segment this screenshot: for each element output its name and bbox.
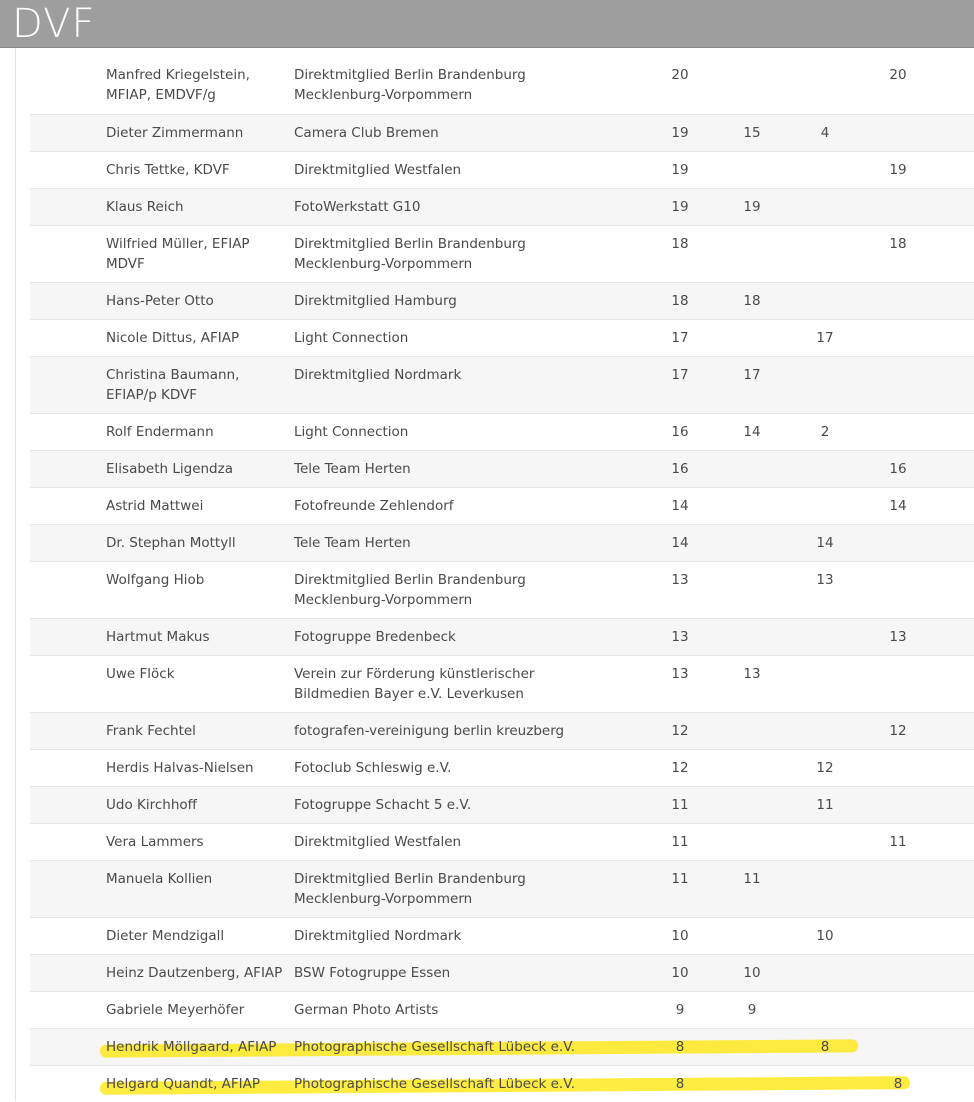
points-col-c: 12: [889, 723, 907, 739]
points-col-a: 18: [743, 293, 761, 309]
club-name: Direktmitglied Westfalen: [294, 162, 462, 178]
total-points: 11: [671, 871, 689, 887]
table-row: [30, 1028, 974, 1065]
table-row: [30, 487, 974, 524]
total-points: 20: [671, 67, 689, 83]
club-name: Tele Team Herten: [294, 535, 411, 551]
points-col-b: 11: [816, 797, 834, 813]
club-name: Light Connection: [294, 330, 409, 346]
total-points: 19: [671, 125, 689, 141]
club-name: Photographische Gesellschaft Lübeck e.V.: [294, 1039, 576, 1055]
table-row: [30, 356, 974, 413]
total-points: 18: [671, 293, 689, 309]
club-name: Fotogruppe Bredenbeck: [294, 629, 456, 645]
member-name: Manfred Kriegelstein, MFIAP, EMDVF/g: [106, 67, 250, 103]
dvf-logo[interactable]: DVF: [12, 1, 96, 47]
member-name: Hartmut Makus: [106, 629, 210, 645]
total-points: 13: [671, 666, 689, 682]
results-table: [30, 57, 974, 1102]
table-row: [30, 188, 974, 225]
total-points: 16: [671, 424, 689, 440]
table-row: [30, 524, 974, 561]
points-col-c: 18: [889, 236, 907, 252]
table-row: [30, 413, 974, 450]
club-name: Direktmitglied Nordmark: [294, 928, 462, 944]
points-col-c: 14: [889, 498, 907, 514]
points-col-b: 10: [816, 928, 834, 944]
points-col-a: 11: [743, 871, 761, 887]
points-col-a: 10: [743, 965, 761, 981]
club-name: Fotofreunde Zehlendorf: [294, 498, 454, 514]
member-name: Astrid Mattwei: [106, 498, 204, 514]
table-row: [30, 954, 974, 991]
points-col-b: 12: [816, 760, 834, 776]
club-name: Direktmitglied Berlin Brandenburg Mecklenburg-Vorpommern: [294, 871, 526, 907]
club-name: Direktmitglied Berlin Brandenburg Mecklenburg-Vorpommern: [294, 572, 526, 608]
member-name: Nicole Dittus, AFIAP: [106, 330, 240, 346]
member-name: Udo Kirchhoff: [106, 797, 197, 813]
table-row: [30, 319, 974, 356]
total-points: 8: [675, 1039, 685, 1055]
total-points: 11: [671, 797, 689, 813]
member-name: Wilfried Müller, EFIAP MDVF: [106, 236, 250, 272]
member-name: Dr. Stephan Mottyll: [106, 535, 236, 551]
club-name: Direktmitglied Westfalen: [294, 834, 462, 850]
points-col-b: 2: [820, 424, 830, 440]
table-row: [30, 917, 974, 954]
points-col-c: 20: [889, 67, 907, 83]
table-row: [30, 712, 974, 749]
total-points: 10: [671, 965, 689, 981]
points-col-b: 4: [820, 125, 830, 141]
club-name: Direktmitglied Berlin Brandenburg Mecklenburg-Vorpommern: [294, 67, 526, 103]
total-points: 19: [671, 162, 689, 178]
club-name: Direktmitglied Hamburg: [294, 293, 457, 309]
member-name: Uwe Flöck: [106, 666, 175, 682]
member-name: Wolfgang Hiob: [106, 572, 205, 588]
points-col-c: 13: [889, 629, 907, 645]
member-name: Frank Fechtel: [106, 723, 196, 739]
table-row: [30, 823, 974, 860]
points-col-c: 19: [889, 162, 907, 178]
points-col-c: 11: [889, 834, 907, 850]
total-points: 9: [675, 1002, 685, 1018]
table-row: [30, 991, 974, 1028]
total-points: 12: [671, 723, 689, 739]
total-points: 19: [671, 199, 689, 215]
member-name: Heinz Dautzenberg, AFIAP: [106, 965, 283, 981]
member-name: Klaus Reich: [106, 199, 184, 215]
member-name: Rolf Endermann: [106, 424, 214, 440]
club-name: Fotoclub Schleswig e.V.: [294, 760, 452, 776]
club-name: Camera Club Bremen: [294, 125, 439, 141]
member-name: Christina Baumann, EFIAP/p KDVF: [106, 367, 240, 403]
member-name: Chris Tettke, KDVF: [106, 162, 230, 178]
points-col-a: 19: [743, 199, 761, 215]
club-name: German Photo Artists: [294, 1002, 439, 1018]
member-name: Herdis Halvas-Nielsen: [106, 760, 254, 776]
total-points: 10: [671, 928, 689, 944]
total-points: 8: [675, 1076, 685, 1092]
points-col-b: 14: [816, 535, 834, 551]
club-name: Photographische Gesellschaft Lübeck e.V.: [294, 1076, 576, 1092]
table-row: [30, 450, 974, 487]
member-name: Helgard Quandt, AFIAP: [106, 1076, 261, 1092]
points-col-a: 17: [743, 367, 761, 383]
points-col-a: 9: [747, 1002, 757, 1018]
content-border: [15, 48, 16, 1101]
member-name: Dieter Zimmermann: [106, 125, 244, 141]
total-points: 11: [671, 834, 689, 850]
table-row: [30, 655, 974, 712]
points-col-a: 14: [743, 424, 761, 440]
points-col-c: 16: [889, 461, 907, 477]
club-name: Fotogruppe Schacht 5 e.V.: [294, 797, 472, 813]
points-col-b: 8: [820, 1039, 830, 1055]
total-points: 13: [671, 572, 689, 588]
total-points: 18: [671, 236, 689, 252]
member-name: Elisabeth Ligendza: [106, 461, 233, 477]
member-name: Dieter Mendzigall: [106, 928, 225, 944]
site-header: [0, 0, 974, 48]
table-row: [30, 786, 974, 823]
table-row: [30, 57, 974, 114]
table-row: [30, 1065, 974, 1102]
member-name: Hendrik Möllgaard, AFIAP: [106, 1039, 277, 1055]
points-col-c: 8: [893, 1076, 903, 1092]
member-name: Gabriele Meyerhöfer: [106, 1002, 245, 1018]
club-name: BSW Fotogruppe Essen: [294, 965, 451, 981]
table-row: [30, 151, 974, 188]
points-col-a: 13: [743, 666, 761, 682]
member-name: Vera Lammers: [106, 834, 204, 850]
club-name: fotografen-vereinigung berlin kreuzberg: [294, 723, 565, 739]
total-points: 17: [671, 330, 689, 346]
member-name: Hans-Peter Otto: [106, 293, 214, 309]
points-col-b: 13: [816, 572, 834, 588]
total-points: 17: [671, 367, 689, 383]
club-name: Direktmitglied Nordmark: [294, 367, 462, 383]
member-name: Manuela Kollien: [106, 871, 213, 887]
total-points: 12: [671, 760, 689, 776]
total-points: 14: [671, 498, 689, 514]
club-name: Verein zur Förderung künstlerischer Bildmedien Bayer e.V. Leverkusen: [294, 666, 535, 702]
table-row: [30, 618, 974, 655]
total-points: 16: [671, 461, 689, 477]
total-points: 14: [671, 535, 689, 551]
club-name: Light Connection: [294, 424, 409, 440]
points-col-b: 17: [816, 330, 834, 346]
table-row: [30, 282, 974, 319]
points-col-a: 15: [743, 125, 761, 141]
table-row: [30, 561, 974, 618]
table-row: [30, 860, 974, 917]
club-name: FotoWerkstatt G10: [294, 199, 421, 215]
club-name: Tele Team Herten: [294, 461, 411, 477]
table-row: [30, 225, 974, 282]
table-row: [30, 114, 974, 151]
total-points: 13: [671, 629, 689, 645]
table-row: [30, 749, 974, 786]
club-name: Direktmitglied Berlin Brandenburg Mecklenburg-Vorpommern: [294, 236, 526, 272]
